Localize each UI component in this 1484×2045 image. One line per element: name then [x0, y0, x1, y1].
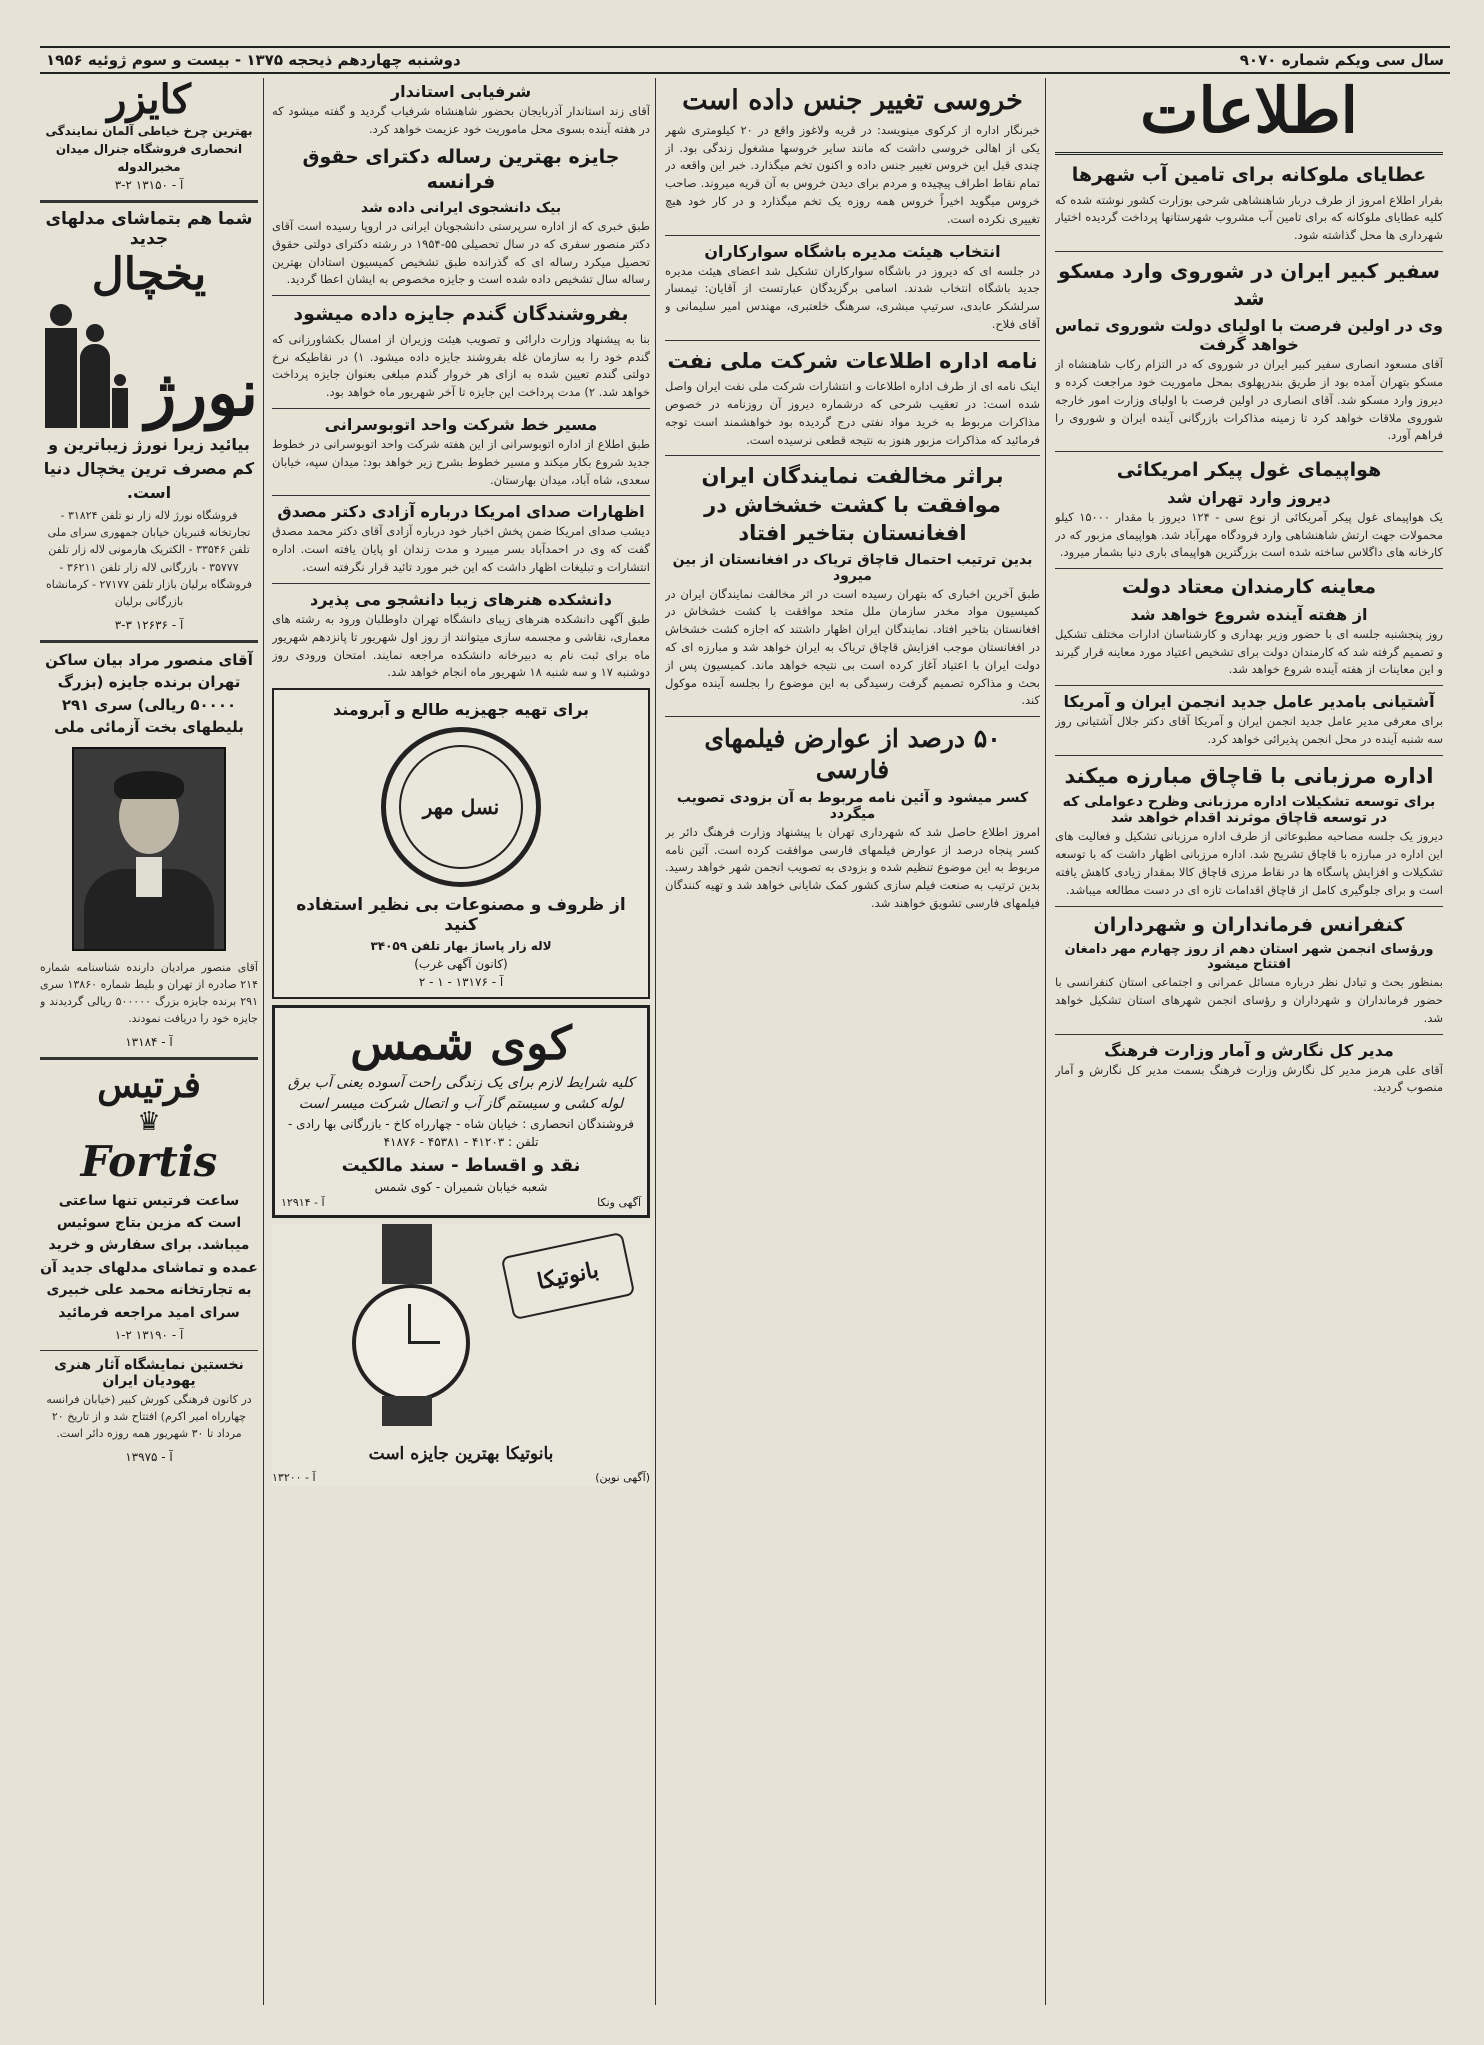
- article-bus: طبق اطلاع از اداره اتوبوسرانی از این هفته شرکت واحد اتوبوسرانی در خطوط جدید شروع بکار میکند و مسیر خطوط بشرح زیر خواهد بود: میدان سپه، خیابان سعدی، شاه آباد، میدان بهارستان.: [272, 437, 650, 487]
- column-center-left: [272, 78, 650, 2005]
- headline-plane: هواپیمای غول پیکر امریکائی: [1116, 459, 1382, 482]
- article-wheat: بنا به پیشنهاد وزارت دارائی و تصویب هیئت وزیران از امسال بکشاورزانی که گندم خود را به سازمان غله بفروشند جایزه داده میشود. ۱) در نقاطیکه نرخ دولتی گندم تعیین شده به ازای هر خروار گندم مبلغی بعنوان جایزه پرداخت خواهد شد. ۲) مدت پرداخت این جایزه تا آخر شهریور ماه خواهد بود.: [272, 331, 650, 400]
- ad-watch-brand: بانوتیکا: [501, 1232, 636, 1320]
- ad-dowry-address: لاله زار پاساژ بهار تلفن ۳۴۰۵۹: [370, 939, 552, 954]
- ad-kouy-body: کلیه شرایط لازم برای یک زندگی راحت آسوده یعنی آب برق لوله کشی و سیستم گاز آب و اتصال شرکت میسر است: [287, 1074, 635, 1112]
- headline-envoy: سفیر کبیر ایران در شوروی وارد مسکو شد: [1058, 259, 1440, 311]
- headline-afghan: براثر مخالفت نمایندگان ایران موافقت با کشت خشخاش در افغانستان بتاخیر افتاد: [701, 464, 1004, 546]
- column-center-right: [665, 78, 1040, 2005]
- ad-dowry: [272, 688, 650, 999]
- watch-strap-bottom: [382, 1396, 432, 1426]
- article-mossadegh: دیشب صدای امریکا ضمن پخش اخبار خود درباره آزادی آقای دکتر محمد مصدق گفت که وی در احمدآباد بسر میبرد و مدت زندان او پایان یافته است. اداره انتشارات و تبلیغات اظهار داشت که این خبر مورد تائید قرار نگرفته است.: [272, 524, 650, 575]
- ad-kouy-shams: [272, 1005, 650, 1218]
- ad-fortis-title-en: Fortis: [80, 1137, 218, 1187]
- article-conference: بمنظور بحث و تبادل نظر درباره مسائل عمرانی و اجتماعی استان کنفرانسی با حضور فرمانداران و شهرداران و رؤسای انجمن شهرهای استان تشکیل خواهد شد.: [1055, 975, 1443, 1025]
- ad-kouy-code: آ - ۱۲۹۱۴: [281, 1195, 325, 1209]
- article-club: در جلسه ای که دیروز در باشگاه سوارکاران تشکیل شد اعضای هیئت مدیره جدید باشگاه انتخاب شدند. اسامی برگزیدگان عبارتست از آقایان: تیمسار سرلشکر عابدی، سرتیپ مبشری، سرهنگ خلعتبری، مهندس امیر سلیمانی و آقای فلاح.: [665, 263, 1040, 332]
- article-arts: طبق آگهی دانشکده هنرهای زیبای دانشگاه تهران داوطلبان ورود به رشته های معماری، نقاشی و مجسمه سازی میتوانند از روز اول شهریور تا پانزدهم شهریور ماه برای ثبت نام به دبیرخانه دانشکده مراجعه نمایند. امتحان ورودی روز دوشنبه ۱۷ و سه شنبه ۱۸ شهریور ماه انجام خواهد شد.: [272, 611, 650, 680]
- ad-fortis-body: ساعت فرتیس تنها ساعتی است که مزین بتاج سوئیس میباشد. برای سفارش و خرید عمده و تماشای مدلهای جدید آن به تجارتخانه محمد علی خبیری سرای امید مراجعه فرمائید: [40, 1192, 258, 1321]
- article-prize: طبق خبری که از اداره سرپرستی دانشجویان ایرانی در اروپا رسیده است آقای دکتر منصور سفری که در سال تحصیلی ۵۵-۱۹۵۴ در رشته دکترای دولتی حقوق تحصیل میکرد رساله ای که گذرانده طبق تشخیص کمیسیون استادان بهترین رساله سال تشخیص داده شده است و جایزه مخصوص به ایشان اعطا گردید.: [272, 218, 650, 287]
- headline-club: انتخاب هیئت مدیره باشگاه سوارکاران: [704, 241, 1001, 261]
- article-films: امروز اطلاع حاصل شد که شهرداری تهران با پیشنهاد وزارت فرهنگ دائر بر کسر پنجاه درصد از عوارض فیلمهای فارسی موافقت کرده است. آئین نامه مربوط به این موضوع تنظیم شده و بزودی به تصویب انجمن شهر خواهد رسید. بدین ترتیب به صنعت فیلم سازی کشور کمک شایانی خواهد شد و تهیه کنندگان فیلمهای فارسی تشویق خواهند شد.: [665, 824, 1040, 910]
- ad-lottery-title: آقای منصور مراد بیان ساکن تهران برنده جایزه (بزرگ ۵۰۰۰۰ ریالی) سری ۲۹۱ بلیطهای بخت آزمائی ملی: [45, 650, 253, 737]
- article-ashtiani: برای معرفی مدیر عامل جدید انجمن ایران و آمریکا آقای دکتر جلال آشتیانی روز سه شنبه آینده در محل انجمن پذیرائی خواهد کرد.: [1055, 714, 1443, 747]
- ad-exhibit-title: نخستین نمایشگاه آثار هنری یهودیان ایران: [54, 1356, 244, 1389]
- ad-kouy-address: فروشندگان انحصاری : خیابان شاه - چهارراه کاخ - بازرگانی بها رادی - تلفن : ۴۱۲۰۳ - ۴۵۳۸۱ - ۴۱۸۷۶: [288, 1116, 634, 1149]
- headline-conference: کنفرانس فرمانداران و شهرداران: [1093, 913, 1405, 936]
- ad-fortis-code: آ - ۱۳۱۹۰ ۲-۱: [114, 1327, 184, 1342]
- headline-oil: نامه اداره اطلاعات شرکت ملی نفت: [667, 348, 1038, 373]
- article-water: بقرار اطلاع امروز از طرف دربار شاهنشاهی شرحی بوزارت کشور نوشته شده که کلیه عطایای ملوکانه که برای تامین آب مشروب شهرستانها پرداخت گردیده اختیار شهرداری ها محل گذاشته شود.: [1055, 192, 1443, 243]
- ad-dowry-title: برای تهیه جهیزیه طالع و آبرومند: [332, 700, 590, 720]
- header-date: دوشنبه چهاردهم ذیحجه ۱۳۷۵ - بیست و سوم ژوئیه ۱۹۵۶: [46, 51, 461, 69]
- header-bar: [40, 46, 1450, 74]
- subhead-smuggling: برای توسعه تشکیلات اداره مرزبانی وظرح دعواملی که در توسعه قاچاق موثرند اقدام خواهد شد: [1062, 794, 1436, 827]
- ad-fridge-code: آ - ۱۲۶۳۶ ۳-۳: [114, 617, 184, 632]
- ad-kouy-ref: آگهی ونکا: [597, 1195, 641, 1209]
- column-right: [1055, 78, 1443, 2005]
- article-culture: آقای علی هرمز مدیر کل نگارش وزارت فرهنگ بسمت مدیر کل نگارش و آمار منصوب گردید.: [1055, 1062, 1443, 1095]
- ad-lottery-code: آ - ۱۳۱۸۴: [125, 1034, 173, 1049]
- headline-ashtiani: آشتیانی بامدیر عامل جدید انجمن ایران و آمریکا: [1063, 692, 1435, 712]
- article-plane: یک هواپیمای غول پیکر آمریکائی از نوع سی - ۱۲۴ دیروز با مقدار ۱۵۰۰۰ کیلو محمولات جهت ارتش شاهنشاهی وارد فرودگاه مهرآباد شد. هواپیمای مزبور که در کارخانه های داگلاس ساخته شده است بزرگترین هواپیمای باری دنیا بشمار میرود.: [1055, 509, 1443, 560]
- subhead-films: کسر میشود و آئین نامه مربوط به آن بزودی تصویب میگردد: [676, 789, 1029, 822]
- ad-fridge-title: یخچال: [91, 249, 207, 300]
- ad-dowry-logo-text: نسل مهر: [399, 745, 523, 869]
- headline-rooster: خروسی تغییر جنس داده است: [682, 85, 1023, 116]
- headline-bus: مسیر خط شرکت واحد اتوبوسرانی: [324, 415, 598, 435]
- headline-mossadegh: اظهارات صدای امریکا درباره آزادی دکتر مصدق: [277, 502, 645, 522]
- headline-culture: مدیر کل نگارش و آمار وزارت فرهنگ: [1104, 1040, 1394, 1060]
- subhead-conference: ورؤسای انجمن شهر استان دهم از روز چهارم مهر دامغان افتتاح میشود: [1064, 942, 1434, 973]
- article-envoy: آقای مسعود انصاری سفیر کبیر ایران در شوروی که در التزام رکاب شاهنشاه از مسکو بتهران آمده بود از طریق بندرپهلوی بمحل ماموریت خود مراجعت کرده و دیروز وارد مسکو شد. آقای انصاری در اولین فرصت با اولیای وزارت امور خارجه شوروی ملاقات خواهد کرد تا زمینه مذاکرات بازرگانی آینده ایران و شوروی را فراهم آورد.: [1055, 357, 1443, 443]
- headline-water: عطایای ملوکانه برای تامین آب شهرها: [1071, 164, 1427, 186]
- article-governor: آقای زند استاندار آذربایجان بحضور شاهنشاه شرفیاب گردید و گفته میشود که در هفته آینده بسوی محل ماموریت خود عزیمت خواهد کرد.: [272, 104, 650, 136]
- ad-fridge-brand: نورژ: [145, 356, 258, 431]
- subhead-afghan: بدین ترتیب احتمال قاچاق تریاک در افغانستان از بین میرود: [672, 551, 1033, 584]
- ad-watch: [272, 1224, 650, 1486]
- article-smuggling: دیروز یک جلسه مصاحبه مطبوعاتی از طرف اداره مرزبانی تشکیل و فعالیت های این اداره در مبارزه با قاچاق تشریح شد. اداره مرزبانی اظهار داشت که با توسعه تشکیلات و افزایش پاسگاه ها در نقاط مرزی قاچاق کالا بمقدار زیادی کاهش یافته است و برای جلوگیری کامل از قاچاق اقدامات تازه ای در دست مطالعه میباشد.: [1055, 829, 1443, 897]
- ad-kouy-branch: شعبه خیابان شمیران - کوی شمس: [374, 1179, 548, 1194]
- column-rule: [655, 78, 656, 2005]
- ad-kouy-title: کوی شمس: [350, 1016, 572, 1071]
- headline-wheat: بفروشندگان گندم جایزه داده میشود: [293, 303, 629, 326]
- ad-dowry-code: آ - ۱۳۱۷۶ - ۱ - ۲: [418, 975, 504, 990]
- ad-watch-ref: (آگهی نوین): [595, 1470, 650, 1484]
- ad-watch-tagline: بانوتیکا بهترین جایزه است: [368, 1443, 554, 1464]
- ad-exhibit-code: آ - ۱۳۹۷۵: [125, 1450, 173, 1465]
- ad-kouy-tagline: نقد و اقساط - سند مالکیت: [341, 1154, 581, 1176]
- headline-smuggling: اداره مرزبانی با قاچاق مبارزه میکند: [1064, 763, 1434, 788]
- headline-arts: دانشکده هنرهای زیبا دانشجو می پذیرد: [310, 589, 612, 609]
- masthead-title: اطلاعات: [1055, 80, 1443, 155]
- ad-dowry-logo: [381, 727, 541, 887]
- ad-dowry-tagline: از ظروف و مصنوعات بی نظیر استفاده کنید: [296, 895, 626, 936]
- ad-kaiser-body: بهترین چرخ خیاطی آلمان نمایندگی انحصاری فروشگاه جنرال میدان مخبرالدوله: [45, 124, 253, 174]
- ad-dowry-ref: (کانون آگهی غرب): [414, 957, 508, 972]
- ad-fridge-pre: شما هم بتماشای مدلهای جدید: [45, 209, 253, 249]
- ad-fortis-title-fa: فرتیس: [97, 1063, 201, 1106]
- article-oil: اینک نامه ای از طرف اداره اطلاعات و انتشارات شرکت ملی نفت ایران واصل شده است: در تعقیب شرحی که درشماره دیروز آن روزنامه در خصوص مذاکرات مربوط به خرید مواد نفتی درج گردیده بود خواهشمند است توجه فرمائید که مذاکرات مزبور هنوز به نتیجه قطعی نرسیده است.: [665, 379, 1040, 447]
- ad-watch-code: آ - ۱۳۲۰۰: [272, 1470, 316, 1484]
- ad-exhibit-body: در کانون فرهنگی کورش کبیر (خیابان فرانسه چهارراه امیر اکرم) افتتاح شد و از تاریخ ۲۰ مرداد تا ۳۰ شهریور همه روزه دائر است.: [46, 1392, 252, 1441]
- watch-strap-top: [382, 1224, 432, 1284]
- column-rule: [1045, 78, 1046, 2005]
- watch-icon: [352, 1284, 470, 1402]
- winner-photo: [72, 747, 226, 951]
- column-left-ads: [40, 78, 258, 2005]
- ad-fridge-shops: فروشگاه نورژ لاله زار نو تلفن ۳۱۸۲۴ - تجارتخانه قنبریان خیابان جمهوری سرای ملی تلفن ۳۳۵۴۶ - الکتریک هارمونی لاله زار تلفن ۳۵۷۷۷ - بازرگانی لاله زار تلفن ۳۶۲۱۱ - فروشگاه برلیان بازار تلفن ۲۷۱۷۷ - کرمانشاه بازرگانی برلیان: [45, 509, 253, 608]
- family-illustration-icon: [40, 304, 130, 429]
- header-issue: سال سی ویکم شماره ۹۰۷۰: [1239, 51, 1444, 69]
- headline-governor: شرفیابی استاندار: [390, 82, 532, 101]
- article-rooster: خبرنگار اداره از کرکوی مینویسد: در قریه ولاغوز واقع در ۲۰ کیلومتری شهر یکی از اهالی خروسی داشت که مانند سایر خروسها مشغول زندگی بود. از چندی قبل این خروس تغییر جنس داده و اکنون تخم میگذارد. خبر این واقعه در تمام نقاط اطراف پیچیده و مردم برای دیدن خروس به آن قریه میروند. صاحب خروس میگوید اخیراً خروس همه روزه یک تخم میگذارد و در کار خود هیچ تغییری نکرده است.: [665, 122, 1040, 226]
- ad-fridge-slogan: بیائید زیرا نورژ زیباترین و کم مصرف ترین یخچال دنیا است.: [43, 435, 255, 503]
- article-afghan: طبق آخرین اخباری که بتهران رسیده است در اثر مخالفت نمایندگان ایران در کمیسیون مواد مخدر سازمان ملل متحد موافقت با کشت خشخاش در افغانستان بتاخیر افتاد. نمایندگان ایران اظهار داشتند که اجازه کشت خشخاش در افغانستان موجب افزایش قاچاق تریاک به ایران خواهد شد و مبارزه ای که دولت ایران با اعتیاد آغاز کرده است بی نتیجه خواهد ماند. کمیسیون پس از بحث و مذاکره تصمیم گرفت رسیدگی به این موضوع را بجلسه آینده موکول کند.: [665, 586, 1040, 708]
- headline-inspection: معاینه کارمندان معتاد دولت: [1121, 576, 1377, 599]
- ad-lottery-body: آقای منصور مرادیان دارنده شناسنامه شماره ۲۱۴ صادره از تهران و بلیط شماره ۱۳۸۶۰ سری ۲۹۱ برنده جایزه بزرگ ۵۰۰۰۰۰ ریالی گردیدند و جایزه خود را دریافت نمودند.: [40, 960, 258, 1025]
- headline-films: ۵۰ درصد از عوارض فیلمهای فارسی: [704, 724, 1001, 785]
- column-rule: [263, 78, 264, 2005]
- subhead-inspection: از هفته آینده شروع خواهد شد: [1130, 604, 1368, 624]
- article-inspection: روز پنجشنبه جلسه ای با حضور وزیر بهداری و کارشناسان ادارات مختلف تشکیل و تصمیم گرفته شد که کارمندان دولت برای تشخیص اعتیاد مورد معاینه قرار گیرند و این معاینات از هفته آینده شروع خواهد شد.: [1055, 626, 1443, 677]
- subhead-plane: دیروز وارد تهران شد: [1167, 487, 1331, 507]
- ad-kaiser-code: آ - ۱۳۱۵۰ ۲-۳: [114, 178, 184, 192]
- crown-icon: ♛: [137, 1107, 161, 1138]
- subhead-envoy: وی در اولین فرصت با اولیای دولت شوروی تماس خواهد گرفت: [1055, 316, 1443, 355]
- subhead-prize: بیک دانشجوی ایرانی داده شد: [360, 199, 562, 216]
- headline-prize: جایزه بهترین رساله دکترای حقوق فرانسه: [302, 145, 620, 194]
- ad-kaiser-title: کایزر: [107, 78, 191, 123]
